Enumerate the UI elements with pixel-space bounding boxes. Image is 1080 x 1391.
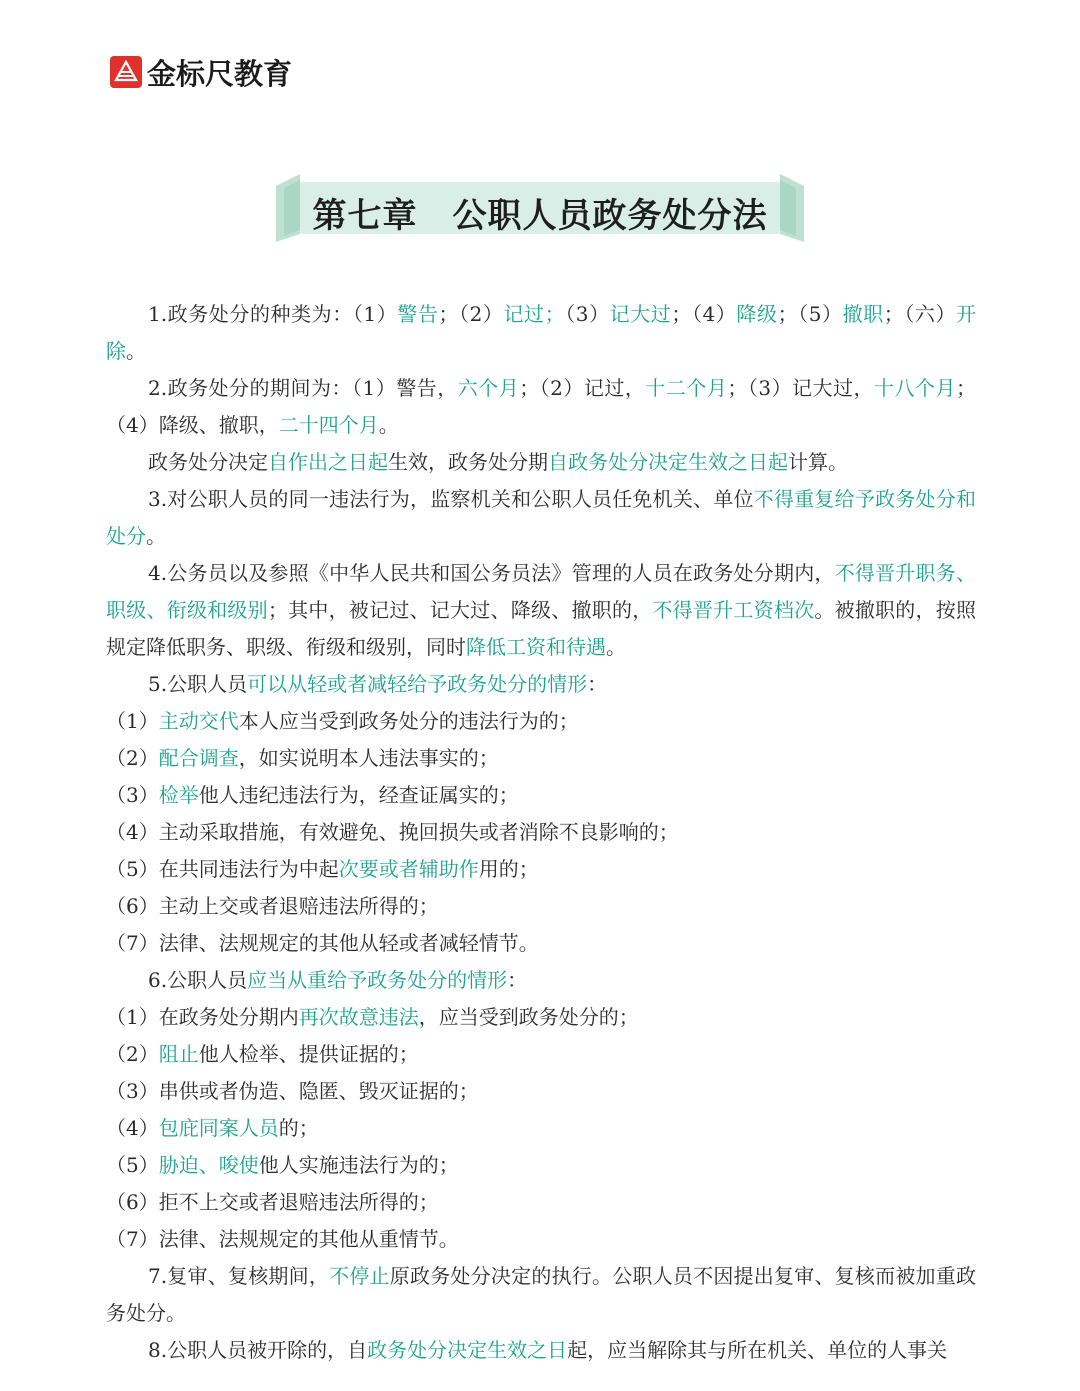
paragraph — [106, 296, 976, 370]
text-segment: ；（3）记大过， — [727, 376, 875, 400]
highlighted-text: 胁迫、唆使 — [158, 1153, 259, 1177]
list-item — [106, 925, 976, 962]
highlighted-text: 自政务处分决定生效之日起 — [548, 450, 788, 474]
highlighted-text: 六个月 — [457, 376, 520, 400]
list-item — [106, 1147, 976, 1184]
highlighted-text: 不得晋升工资档次 — [652, 598, 815, 622]
text-segment: 的； — [278, 1116, 319, 1140]
text-segment: （4）主动采取措施，有效避免、挽回损失或者消除不良影响的； — [106, 820, 679, 844]
chapter-banner — [276, 174, 804, 242]
list-item — [106, 1073, 976, 1110]
highlighted-text: 应当从重给予政务处分的情形 — [247, 968, 508, 992]
list-item — [106, 777, 976, 814]
text-segment: ；（5） — [777, 302, 843, 326]
paragraph — [106, 444, 976, 481]
paragraph — [106, 1332, 976, 1369]
highlighted-text: 可以从轻或者减轻给予政务处分的情形 — [247, 672, 588, 696]
text-segment: 本人应当受到政务处分的违法行为的； — [238, 709, 579, 733]
highlighted-text: 不得重复给予政务处分和处分 — [106, 487, 976, 548]
brand-name: 金标尺教育 — [147, 56, 293, 91]
text-segment: （5）在共同违法行为中起 — [106, 857, 339, 881]
highlighted-text: 记大过 — [609, 302, 672, 326]
text-segment: 2.政务处分的期间为：（1）警告， — [148, 376, 458, 400]
text-segment: （6）拒不上交或者退赔违法所得的； — [106, 1190, 439, 1214]
highlighted-text: 降级 — [736, 302, 778, 326]
highlighted-text: 检举 — [158, 783, 199, 807]
list-item — [106, 999, 976, 1036]
text-segment: 生效，政务处分期 — [388, 450, 548, 474]
paragraph — [106, 555, 976, 666]
text-segment: （3） — [564, 302, 610, 326]
text-segment: （2） — [106, 746, 159, 770]
list-item — [106, 740, 976, 777]
list-item — [106, 1110, 976, 1147]
highlighted-text: 自作出之日起 — [268, 450, 388, 474]
highlighted-text: 政务处分决定生效之日 — [367, 1338, 568, 1362]
list-item — [106, 703, 976, 740]
list-item — [106, 1036, 976, 1073]
text-segment: 7.复审、复核期间， — [148, 1264, 330, 1288]
list-item — [106, 1184, 976, 1221]
text-segment: ，应当受到政务处分的； — [418, 1005, 639, 1029]
text-segment: ： — [507, 968, 528, 992]
paragraph — [106, 666, 976, 703]
chapter-body — [106, 296, 976, 1369]
text-segment: 用的； — [478, 857, 539, 881]
text-segment: 政务处分决定 — [148, 450, 268, 474]
text-segment: （3）串供或者伪造、隐匿、毁灭证据的； — [106, 1079, 479, 1103]
text-segment: 。 — [146, 524, 166, 548]
paragraph — [106, 481, 976, 555]
triangle-logo-icon — [110, 56, 142, 88]
highlighted-text: 不得晋升职务、职级、衔级和级别 — [106, 561, 976, 622]
text-segment: 起，应当解除其与所在机关、单位的人事关 — [567, 1338, 948, 1362]
highlighted-text: 主动交代 — [158, 709, 239, 733]
text-segment: ；（2） — [438, 302, 504, 326]
text-segment: 。 — [606, 635, 626, 659]
text-segment: 3.对公职人员的同一违法行为，监察机关和公职人员任免机关、单位 — [148, 487, 754, 511]
highlighted-text: 十二个月 — [645, 376, 728, 400]
highlighted-text: 撤职 — [842, 302, 884, 326]
text-segment: 他人检举、提供证据的； — [198, 1042, 419, 1066]
list-item — [106, 851, 976, 888]
text-segment: 5.公职人员 — [148, 672, 248, 696]
list-item — [106, 888, 976, 925]
text-segment: ；（六） — [883, 302, 957, 326]
highlighted-text: 二十四个月 — [278, 413, 379, 437]
highlighted-text: 配合调查 — [158, 746, 239, 770]
highlighted-text: 开除 — [106, 302, 977, 363]
text-segment: ，如实说明本人违法事实的； — [238, 746, 499, 770]
list-item — [106, 814, 976, 851]
text-segment: 他人实施违法行为的； — [258, 1153, 459, 1177]
highlighted-text: 次要或者辅助作 — [338, 857, 479, 881]
text-segment: ；（2）记过， — [519, 376, 646, 400]
text-segment: 计算。 — [788, 450, 848, 474]
highlighted-text: 警告 — [397, 302, 439, 326]
text-segment: （1） — [106, 709, 159, 733]
paragraph — [106, 962, 976, 999]
text-segment: 他人违纪违法行为，经查证属实的； — [198, 783, 519, 807]
highlighted-text: 降低工资和待遇 — [466, 635, 606, 659]
text-segment: ；其中，被记过、记大过、降级、撤职的， — [267, 598, 653, 622]
text-segment: （5） — [106, 1153, 159, 1177]
text-segment: 8.公职人员被开除的，自 — [148, 1338, 368, 1362]
highlighted-text: 十八个月 — [874, 376, 957, 400]
text-segment: （4） — [106, 1116, 159, 1140]
brand-logo — [110, 52, 292, 92]
text-segment: （7）法律、法规规定的其他从重情节。 — [106, 1227, 459, 1251]
list-item — [106, 1221, 976, 1258]
text-segment: 6.公职人员 — [148, 968, 248, 992]
text-segment: （3） — [106, 783, 159, 807]
text-segment: （6）主动上交或者退赔违法所得的； — [106, 894, 439, 918]
highlighted-text: 不停止 — [329, 1264, 390, 1288]
highlighted-text: 包庇同案人员 — [158, 1116, 279, 1140]
text-segment: ： — [587, 672, 608, 696]
text-segment: ；（4）降级、撤职， — [106, 376, 977, 437]
text-segment: 原政务处分决定的执行。公职人员不因提出复审、复核而被加重政务处分。 — [106, 1264, 976, 1325]
text-segment: （1）在政务处分期内 — [106, 1005, 299, 1029]
text-segment: （2） — [106, 1042, 159, 1066]
chapter-title: 第七章 公职人员政务处分法 — [312, 196, 768, 236]
text-segment: 。 — [126, 339, 146, 363]
highlighted-text: 阻止 — [158, 1042, 199, 1066]
text-segment: （7）法律、法规规定的其他从轻或者减轻情节。 — [106, 931, 539, 955]
text-segment: 。被撤职的，按照规定降低职务、职级、衔级和级别，同时 — [106, 598, 977, 659]
highlighted-text: 记过； — [503, 302, 565, 326]
text-segment: 1.政务处分的种类为：（1） — [148, 302, 398, 326]
text-segment: 4.公务员以及参照《中华人民共和国公务员法》管理的人员在政务处分期内， — [148, 561, 835, 585]
highlighted-text: 再次故意违法 — [298, 1005, 419, 1029]
paragraph — [106, 370, 976, 444]
text-segment: 。 — [378, 413, 399, 437]
text-segment: ；（4） — [671, 302, 737, 326]
paragraph — [106, 1258, 976, 1332]
